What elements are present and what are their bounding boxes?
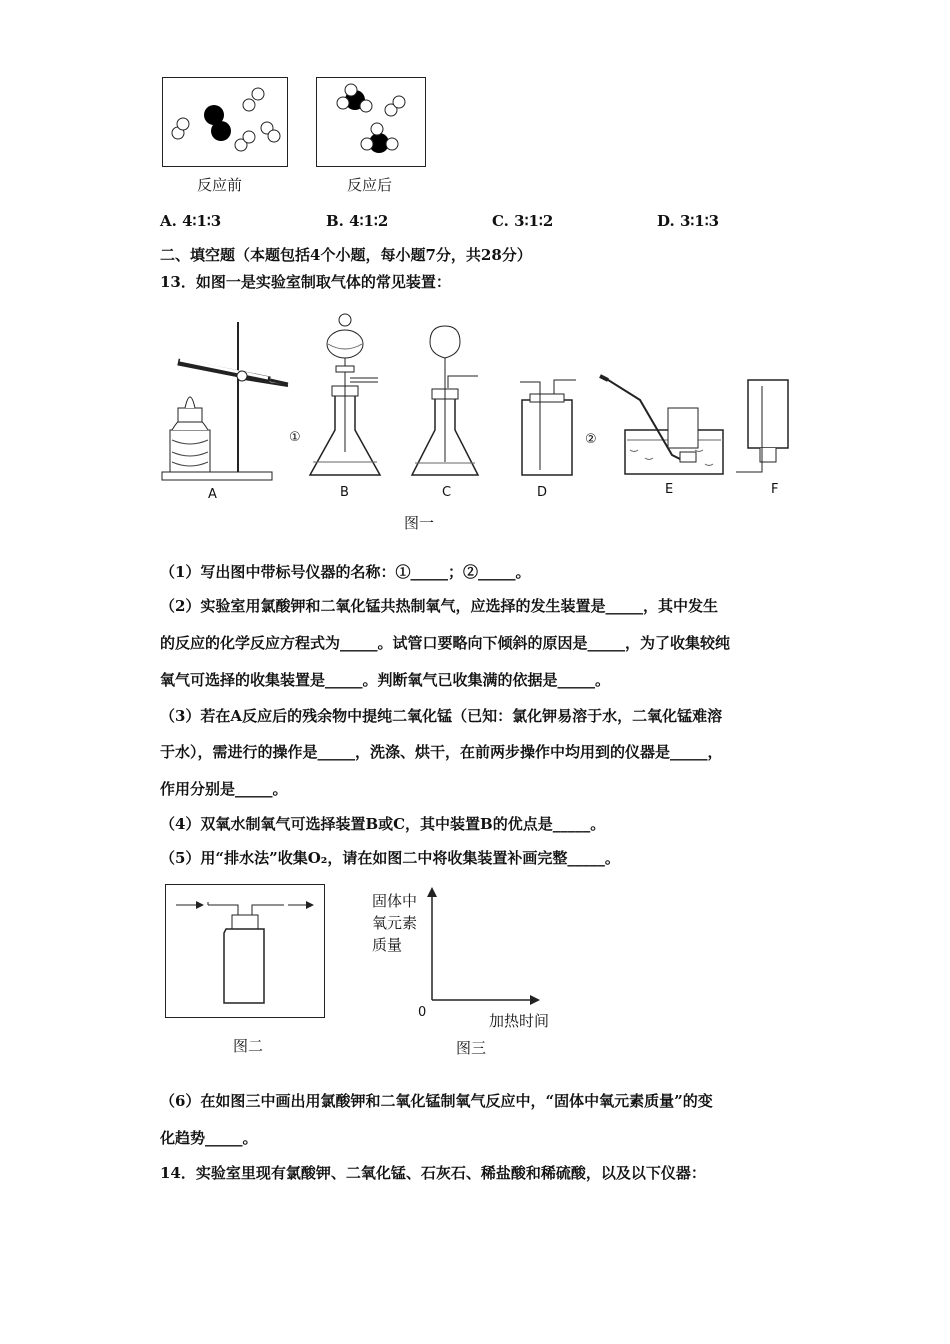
q13-part3-line1: （3）若在A反应后的残余物中提纯二氧化锰（已知：氯化钾易溶于水，二氧化锰难溶 (160, 707, 723, 725)
before-caption: 反应前 (197, 176, 243, 194)
q13-part3-line3: 作用分别是_____。 (160, 780, 288, 798)
after-reaction-box (316, 77, 426, 167)
option-b-letter: B. (326, 212, 344, 230)
figure2-caption: 图二 (233, 1037, 264, 1055)
marker-1: ① (289, 430, 301, 445)
option-c-value: 3∶1∶2 (514, 212, 554, 230)
figure2-box (165, 884, 325, 1018)
option-c (492, 211, 553, 231)
after-caption: 反应后 (347, 176, 393, 194)
q13-stem: 13．如图一是实验室制取气体的常见装置： (160, 273, 451, 291)
q13-part6-line1: （6）在如图三中画出用氯酸钾和二氧化锰制氧气反应中，“固体中氧元素质量”的变 (160, 1092, 713, 1110)
before-molecules-illustration (163, 78, 287, 166)
q13-part3-line2: 于水），需进行的操作是_____，洗涤、烘干，在前两步操作中均用到的仪器是_____， (160, 743, 723, 761)
option-d-letter: D. (657, 212, 675, 230)
option-d-value: 3∶1∶3 (679, 212, 720, 230)
apparatus-label-f: F (771, 482, 779, 497)
option-c-letter: C. (492, 212, 509, 230)
q13-part4: （4）双氧水制氧气可选择装置B或C，其中装置B的优点是_____。 (160, 815, 606, 833)
figure3-origin: 0 (418, 1005, 427, 1020)
option-a-letter: A. (160, 212, 177, 230)
figure3-ylabel-2: 氧元素 (372, 914, 418, 932)
figure1-caption: 图一 (404, 514, 435, 532)
figure1-apparatus (150, 300, 810, 515)
apparatus-label-c: C (442, 485, 452, 500)
apparatus-label-e: E (665, 482, 674, 497)
figure3-ylabel-3: 质量 (372, 936, 403, 954)
after-molecules-illustration (317, 78, 425, 166)
before-reaction-box (162, 77, 288, 167)
option-a-value: 4∶1∶3 (182, 212, 222, 230)
section-heading: 二、填空题（本题包括4个小题，每小题7分，共28分） (160, 246, 532, 264)
q13-part1: （1）写出图中带标号仪器的名称：①_____；②_____。 (160, 563, 531, 581)
apparatus-label-a: A (208, 487, 217, 502)
figure3-ylabel-1: 固体中 (372, 892, 418, 910)
q13-part2-line1: （2）实验室用氯酸钾和二氧化锰共热制氧气，应选择的发生装置是_____，其中发生 (160, 597, 718, 615)
figure3-axes (420, 885, 550, 1010)
option-a (160, 211, 221, 231)
q13-part2-line3: 氧气可选择的收集装置是_____。判断氧气已收集满的依据是_____。 (160, 671, 611, 689)
q13-part5: （5）用“排水法”收集O₂，请在如图二中将收集装置补画完整_____。 (160, 849, 620, 867)
marker-2: ② (585, 432, 597, 447)
option-d (657, 211, 719, 231)
figure3-caption: 图三 (456, 1039, 487, 1057)
apparatus-label-d: D (537, 485, 548, 500)
q13-part6-line2: 化趋势_____。 (160, 1129, 258, 1147)
q13-part2-line2: 的反应的化学反应方程式为_____。试管口要略向下倾斜的原因是_____，为了收集较纯 (160, 634, 731, 652)
apparatus-label-b: B (340, 485, 349, 500)
figure3-xlabel: 加热时间 (489, 1012, 550, 1030)
option-b (326, 211, 388, 231)
figure2-bottle-illustration (166, 885, 324, 1017)
q14-stem: 14．实验室里现有氯酸钾、二氧化锰、石灰石、稀盐酸和稀硫酸，以及以下仪器： (160, 1164, 706, 1182)
option-b-value: 4∶1∶2 (349, 212, 389, 230)
